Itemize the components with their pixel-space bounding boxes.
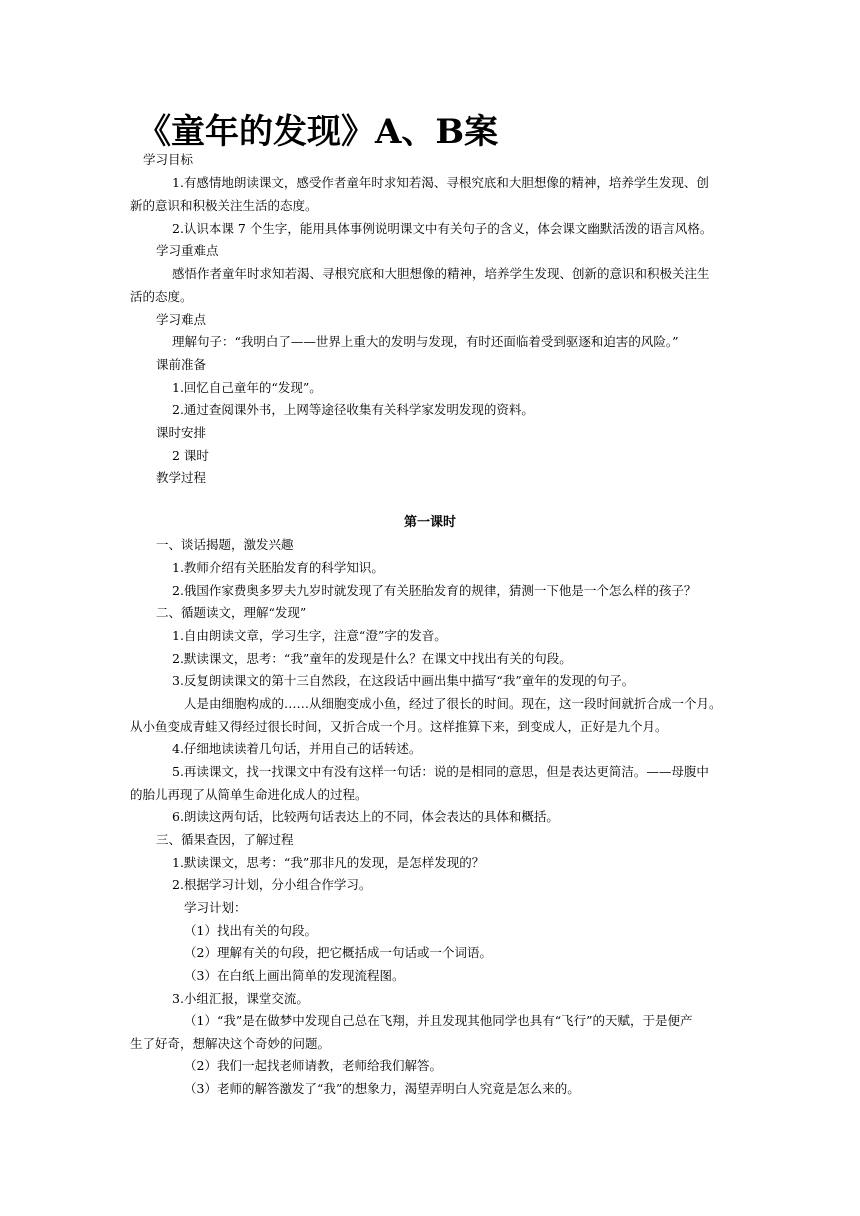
paragraph-line: 生了好奇，想解决这个奇妙的问题。 xyxy=(130,1036,331,1051)
paragraph-line: 2.俄国作家费奥多罗夫九岁时就发现了有关胚胎发育的规律，猜测一下他是一个怎么样的孩子？ xyxy=(172,583,697,598)
quote-line: 人是由细胞构成的……从细胞变成小鱼，经过了很长的时间。现在，这一段时间就折合成一个月。 xyxy=(184,696,722,711)
paragraph-line: 理解句子：“我明白了——世界上重大的发明与发现，有时还面临着受到驱逐和迫害的风险。” xyxy=(172,334,679,349)
paragraph-line: 新的意识和积极关注生活的态度。 xyxy=(130,198,318,213)
list-item: （1）找出有关的句段。 xyxy=(184,923,317,938)
paragraph-line: 学习计划： xyxy=(184,900,247,915)
paragraph-line: 2.通过查阅课外书，上网等途径收集有关科学家发明发现的资料。 xyxy=(172,402,534,417)
heading-difficulties: 学习难点 xyxy=(156,312,207,327)
heading-key-points: 学习重难点 xyxy=(156,243,219,258)
paragraph-line: 感悟作者童年时求知若渴、寻根究底和大胆想像的精神，培养学生发现、创新的意识和积极关注生 xyxy=(172,266,710,281)
document-title: 《童年的发现》A、B案 xyxy=(137,112,499,152)
paragraph-line: 的胎儿再现了从简单生命进化成人的过程。 xyxy=(130,787,368,802)
paragraph-line: 4.仔细地读读着几句话，并用自己的话转述。 xyxy=(172,741,422,756)
list-item: （2）我们一起找老师请教，老师给我们解答。 xyxy=(184,1058,442,1073)
heading-preparation: 课前准备 xyxy=(156,357,207,372)
quote-line: 从小鱼变成青蛙又得经过很长时间，又折合成一个月。这样推算下来，到变成人，正好是九个月。 xyxy=(130,719,668,734)
paragraph-line: 3.反复朗读课文的第十三自然段，在这段话中画出集中描写“我”童年的发现的句子。 xyxy=(172,673,635,688)
list-item: （3）老师的解答激发了“我”的想象力，渴望弄明白人究竟是怎么来的。 xyxy=(184,1081,580,1096)
paragraph-line: 2.默读课文，思考：“我”童年的发现是什么？在课文中找出有关的句段。 xyxy=(172,651,572,666)
paragraph-line: 2.根据学习计划，分小组合作学习。 xyxy=(172,877,372,892)
paragraph-line: 2.认识本课 7 个生字，能用具体事例说明课文中有关句子的含义，体会课文幽默活泼的语言风格。 xyxy=(172,221,713,236)
paragraph-line: 3.小组汇报，课堂交流。 xyxy=(172,991,309,1006)
heading-learning-goals: 学习目标 xyxy=(143,152,194,167)
paragraph-line: 6.朗读这两句话，比较两句话表达上的不同，体会表达的具体和概括。 xyxy=(172,809,559,824)
paragraph-line: 1.回忆自己童年的“发现”。 xyxy=(172,380,322,395)
list-item: （1）“我”是在做梦中发现自己总在飞翔，并且发现其他同学也具有“飞行”的天赋，于是便产 xyxy=(184,1013,693,1028)
paragraph-line: 2 课时 xyxy=(172,448,209,463)
paragraph-line: 活的态度。 xyxy=(130,289,193,304)
paragraph-line: 5.再读课文，找一找课文中有没有这样一句话：说的是相同的意思，但是表达更简洁。——母腹中 xyxy=(172,764,709,779)
section-heading: 二、循题读文，理解“发现” xyxy=(156,605,307,620)
section-heading: 三、循果查因，了解过程 xyxy=(156,832,294,847)
paragraph-line: 1.教师介绍有关胚胎发育的科学知识。 xyxy=(172,560,384,575)
section-heading-first-lesson: 第一课时 xyxy=(403,515,456,530)
list-item: （3）在白纸上画出简单的发现流程图。 xyxy=(184,968,405,983)
section-heading: 一、谈话揭题，激发兴趣 xyxy=(156,537,294,552)
heading-teaching-process: 教学过程 xyxy=(156,470,207,485)
heading-schedule: 课时安排 xyxy=(156,425,207,440)
list-item: （2）理解有关的句段，把它概括成一句话或一个词语。 xyxy=(184,945,492,960)
paragraph-line: 1.有感情地朗读课文，感受作者童年时求知若渴、寻根究底和大胆想像的精神，培养学生发现、创 xyxy=(172,175,709,190)
paragraph-line: 1.自由朗读文章，学习生字，注意“澄”字的发音。 xyxy=(172,628,447,643)
paragraph-line: 1.默读课文，思考：“我”那非凡的发现，是怎样发现的？ xyxy=(172,855,485,870)
